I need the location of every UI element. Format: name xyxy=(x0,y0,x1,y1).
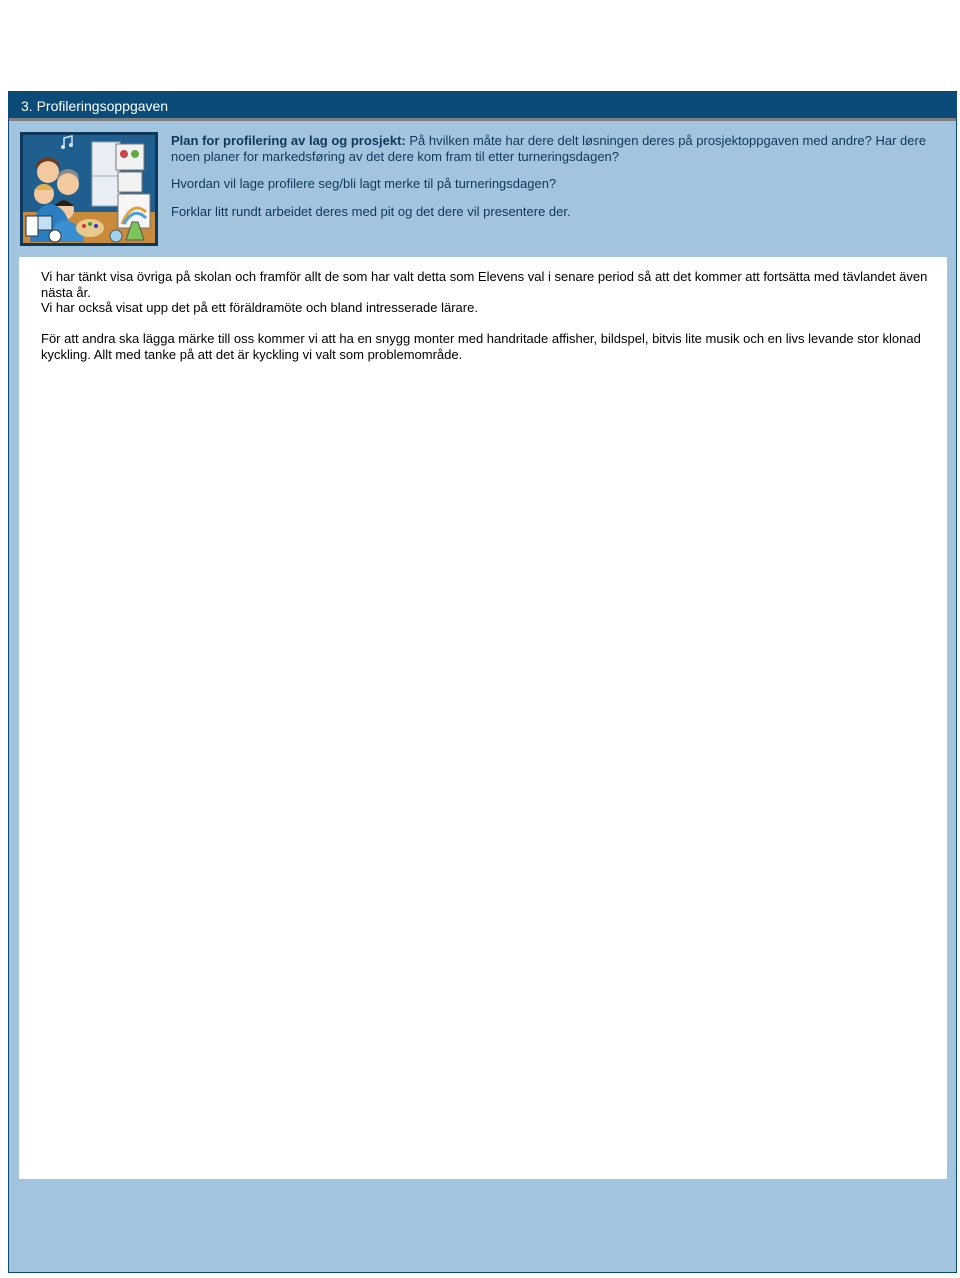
answer-paragraph-1 xyxy=(41,269,931,316)
section-header xyxy=(9,92,956,121)
instructions-heading xyxy=(171,133,951,164)
presentation-illustration-icon xyxy=(20,132,158,246)
answer-textarea[interactable] xyxy=(19,257,947,1179)
section-title: 3. Profileringsoppgaven xyxy=(21,98,169,114)
profiling-section-panel xyxy=(8,91,957,1273)
answer-line-1: Vi har tänkt visa övriga på skolan och framför allt de som har valt detta som Elevens val i senare period så att det kommer att fortsätta med tävlandet även nästa år. xyxy=(41,269,928,300)
question-3: Forklar litt rundt arbeidet deres med pit og det dere vil presentere der. xyxy=(171,203,571,219)
heading-bold: Plan for profilering av lag og prosjekt: xyxy=(171,133,406,148)
answer-paragraph-2: För att andra ska lägga märke till oss kommer vi att ha en snygg monter med handritade affisher, bildspel, bitvis lite musik och en livs levande stor klonad kyckling. Allt med tanke på att det är kyckling vi valt som problemområde. xyxy=(41,331,921,362)
heading-rest: På hvilken måte har dere delt løsningen deres på prosjektoppgaven med andre? Har dere noen planer for markedsføring av det dere kom fram til etter turneringsdagen? xyxy=(171,133,927,164)
question-2: Hvordan vil lage profilere seg/bli lagt merke til på turneringsdagen? xyxy=(171,176,557,191)
answer-line-2: Vi har också visat upp det på ett föräldramöte och bland intresserade lärare. xyxy=(41,300,478,315)
instructions-text xyxy=(171,133,951,231)
